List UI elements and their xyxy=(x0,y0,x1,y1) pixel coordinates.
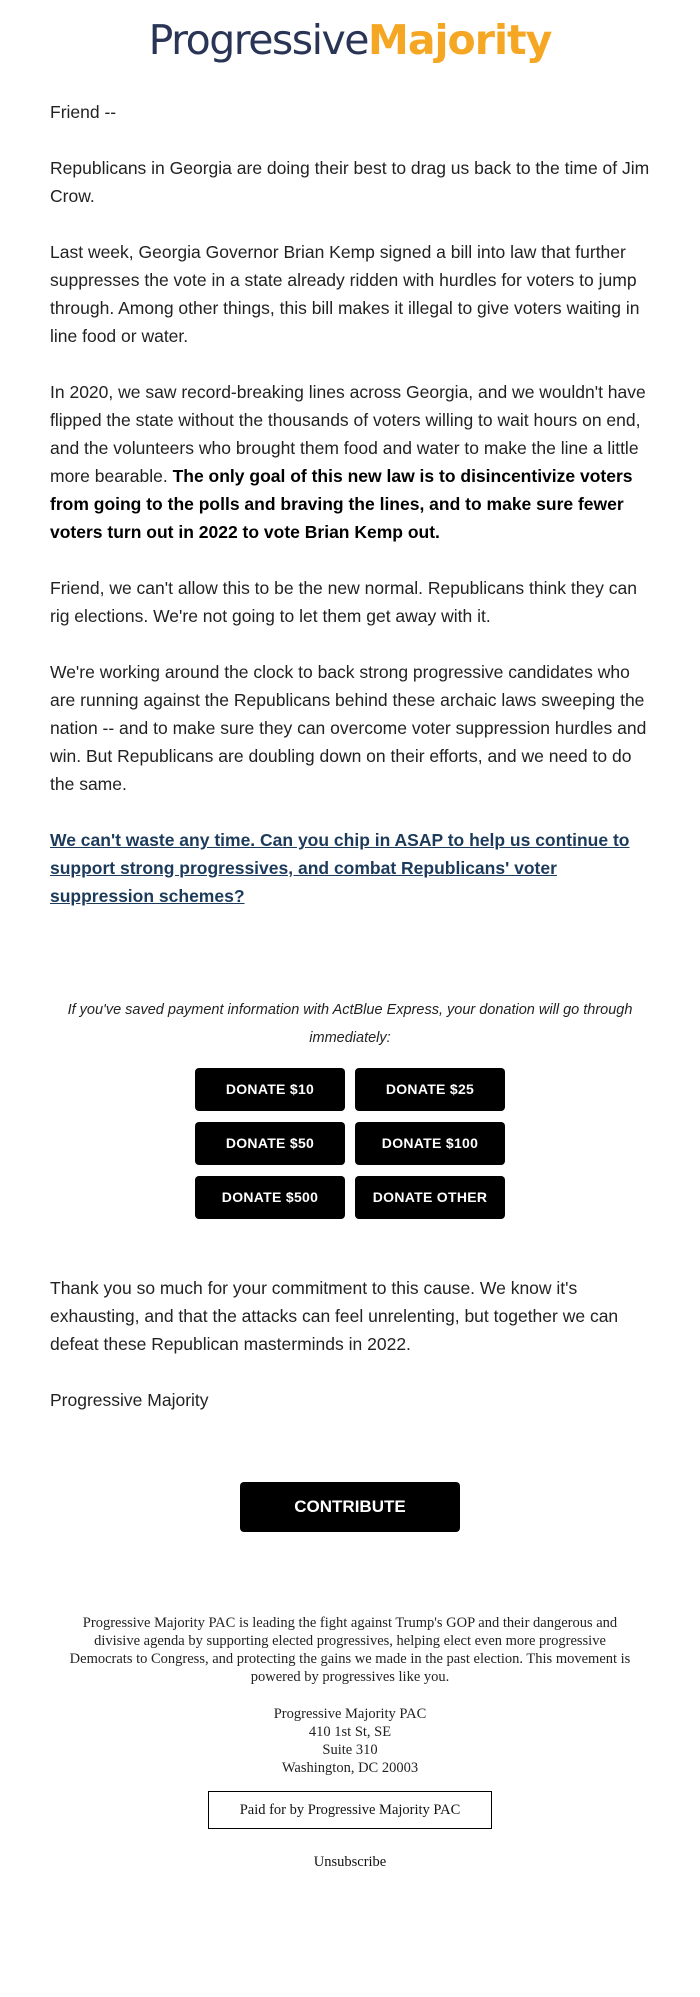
paragraph-1: Republicans in Georgia are doing their best to drag us back to the time of Jim Crow. xyxy=(50,158,650,206)
closing-section xyxy=(50,1274,650,1442)
paragraph-4: Friend, we can't allow this to be the new normal. Republicans think they can rig elections. We're not going to let them get away with it. xyxy=(50,578,637,626)
paid-for-disclaimer: Paid for by Progressive Majority PAC xyxy=(208,1791,492,1829)
paragraph-2: Last week, Georgia Governor Brian Kemp signed a bill into law that further suppresses the vote in a state already ridden with hurdles for voters to jump through. Among other things, this bill makes it illegal to give voters waiting in line food or water. xyxy=(50,242,640,346)
paragraph-5: We're working around the clock to back strong progressive candidates who are running against the Republicans behind these archaic laws sweeping the nation -- and to make sure they can overcome voter suppression hurdles and win. But Republicans are doubling down on their efforts, and we need to do the same. xyxy=(50,662,647,794)
footer-address xyxy=(0,1705,700,1777)
donate-10-button[interactable]: DONATE $10 xyxy=(195,1068,345,1111)
thanks-paragraph: Thank you so much for your commitment to this cause. We know it's exhausting, and that the attacks can feel unrelenting, but together we can defeat these Republican masterminds in 2022. xyxy=(50,1278,619,1354)
paragraph-3-text: In 2020, we saw record-breaking lines across Georgia, and we wouldn't have flipped the state without the thousands of voters willing to wait hours on end, and the volunteers who brought them food and water to make the line a little more bearable. xyxy=(50,382,646,486)
donate-other-button[interactable]: DONATE OTHER xyxy=(355,1176,505,1219)
email-body xyxy=(50,98,650,938)
footer-mission: Progressive Majority PAC is leading the fight against Trump's GOP and their dangerous and divisive agenda by supporting elected progressives, helping elect even more progressive Democrats to Congress, and protecting the gains we made in the past election. This movement is powered by progressives like you. xyxy=(69,1615,631,1685)
donate-25-button[interactable]: DONATE $25 xyxy=(355,1068,505,1111)
greeting: Friend -- xyxy=(50,102,117,122)
paragraph-3-bold: The only goal of this new law is to disincentivize voters from going to the polls and braving the lines, and to make sure fewer voters turn out in 2022 to vote Brian Kemp out. xyxy=(50,466,633,542)
logo[interactable] xyxy=(0,12,700,68)
unsubscribe-link[interactable]: Unsubscribe xyxy=(313,1854,387,1870)
address-line-city: Washington, DC 20003 xyxy=(281,1760,419,1776)
donate-cta-link[interactable]: We can't waste any time. Can you chip in ASAP to help us continue to support strong progressives, and combat Republicans' voter suppression schemes? xyxy=(50,830,630,906)
donate-500-button[interactable]: DONATE $500 xyxy=(195,1176,345,1219)
logo-word-progressive: Progressive xyxy=(148,16,369,64)
address-line-org: Progressive Majority PAC xyxy=(273,1706,427,1722)
logo-word-majority: Majority xyxy=(368,16,552,64)
contribute-button[interactable]: CONTRIBUTE xyxy=(240,1482,460,1532)
donate-50-button[interactable]: DONATE $50 xyxy=(195,1122,345,1165)
cta-paragraph xyxy=(50,826,650,910)
address-line-suite: Suite 310 xyxy=(322,1742,378,1758)
donate-100-button[interactable]: DONATE $100 xyxy=(355,1122,505,1165)
paragraph-3 xyxy=(50,378,650,546)
signature: Progressive Majority xyxy=(50,1390,209,1410)
address-line-street: 410 1st St, SE xyxy=(308,1724,392,1740)
actblue-express-note: If you've saved payment information with ActBlue Express, your donation will go through immediately: xyxy=(67,1002,633,1046)
